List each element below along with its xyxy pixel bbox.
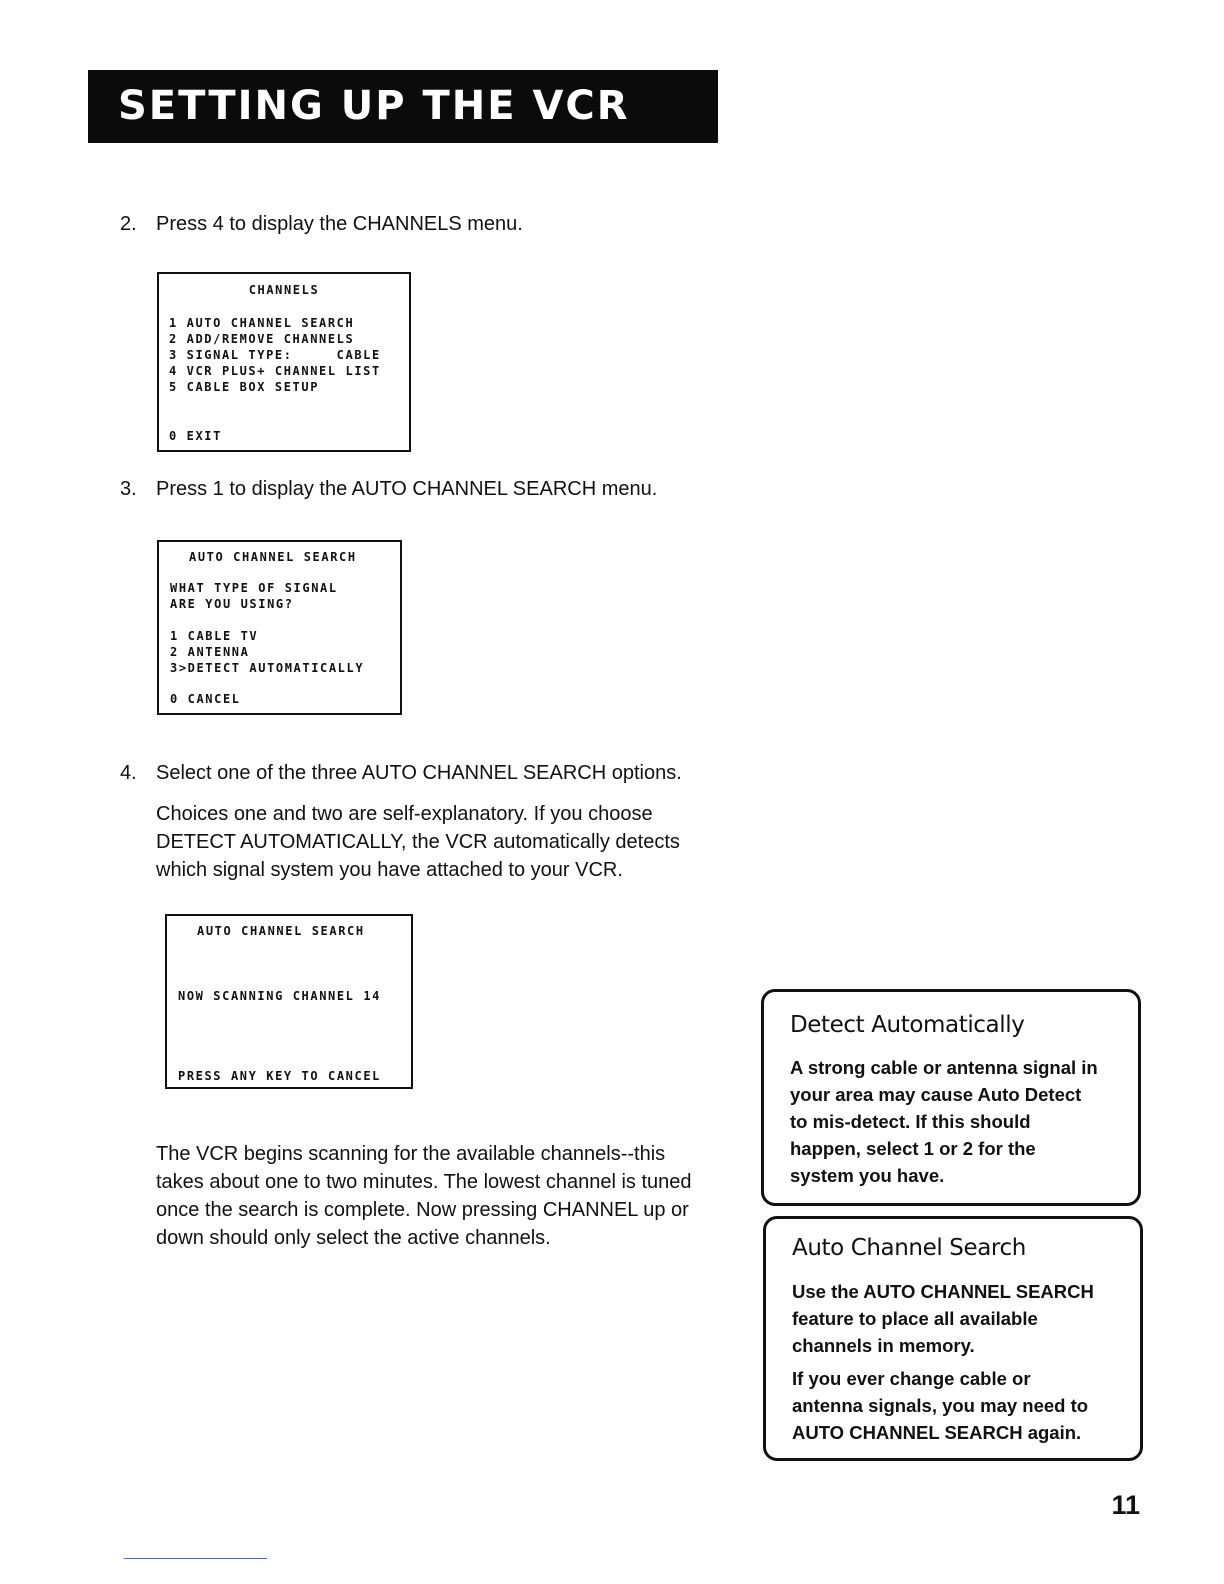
auto-channel-search-note [763, 1216, 1143, 1461]
step-number: 2. [120, 213, 137, 235]
paragraph-line: down should only select the active channels. [156, 1227, 551, 1249]
paragraph-line: Choices one and two are self-explanatory. If you choose [156, 803, 653, 825]
menu-exit: 0 EXIT [169, 429, 222, 443]
note-line: happen, select 1 or 2 for the [790, 1138, 1036, 1159]
menu-option: 2 ANTENNA [170, 645, 250, 659]
menu-item: 1 AUTO CHANNEL SEARCH [169, 316, 355, 330]
step-number: 4. [120, 762, 137, 784]
note-body [792, 1278, 1094, 1359]
note-line: AUTO CHANNEL SEARCH again. [792, 1422, 1082, 1443]
note-line: feature to place all available [792, 1308, 1038, 1329]
menu-option-selected: 3>DETECT AUTOMATICALLY [170, 661, 365, 675]
menu-title: AUTO CHANNEL SEARCH [189, 550, 357, 564]
detect-automatically-note [761, 989, 1141, 1206]
step-4-paragraph [156, 800, 680, 884]
menu-title: CHANNELS [248, 283, 320, 297]
note-line: Use the AUTO CHANNEL SEARCH [792, 1281, 1094, 1302]
menu-item: 3 SIGNAL TYPE: CABLE [169, 348, 381, 362]
note-line: If you ever change cable or [792, 1368, 1031, 1389]
scanning-screen [165, 914, 413, 1089]
paragraph-line: takes about one to two minutes. The lowest channel is tuned [156, 1171, 692, 1193]
note-body [792, 1365, 1088, 1446]
screen-title: AUTO CHANNEL SEARCH [197, 924, 365, 938]
menu-item: 5 CABLE BOX SETUP [169, 380, 320, 394]
note-line: to mis-detect. If this should [790, 1111, 1031, 1132]
note-line: your area may cause Auto Detect [790, 1084, 1082, 1105]
scanning-status: NOW SCANNING CHANNEL 14 [178, 989, 381, 1003]
step-number: 3. [120, 478, 137, 500]
note-line: A strong cable or antenna signal in [790, 1057, 1098, 1078]
page-number: 11 [1111, 1490, 1140, 1520]
paragraph-line: once the search is complete. Now pressing CHANNEL up or [156, 1199, 689, 1221]
paragraph-line: DETECT AUTOMATICALLY, the VCR automatically detects [156, 831, 680, 853]
note-title: Auto Channel Search [792, 1235, 1026, 1261]
paragraph-line: The VCR begins scanning for the available channels--this [156, 1143, 666, 1165]
step-text: Select one of the three AUTO CHANNEL SEARCH options. [156, 762, 682, 784]
footer-rule [124, 1558, 267, 1559]
note-line: channels in memory. [792, 1335, 975, 1356]
menu-cancel: 0 CANCEL [170, 692, 241, 706]
menu-option: 1 CABLE TV [170, 629, 259, 643]
menu-question: ARE YOU USING? [170, 597, 294, 611]
menu-item: 2 ADD/REMOVE CHANNELS [169, 332, 355, 346]
menu-item: 4 VCR PLUS+ CHANNEL LIST [169, 364, 381, 378]
note-line: antenna signals, you may need to [792, 1395, 1089, 1416]
scanning-paragraph [156, 1140, 692, 1252]
channels-menu-screen [157, 272, 411, 452]
note-body [790, 1054, 1098, 1189]
section-title: SETTING UP THE VCR [118, 83, 630, 129]
note-line: system you have. [790, 1165, 945, 1186]
menu-question: WHAT TYPE OF SIGNAL [170, 581, 338, 595]
auto-channel-search-menu-screen [157, 540, 402, 715]
step-text: Press 4 to display the CHANNELS menu. [156, 213, 523, 235]
paragraph-line: which signal system you have attached to your VCR. [156, 859, 623, 881]
step-text: Press 1 to display the AUTO CHANNEL SEARCH menu. [156, 478, 658, 500]
section-header [88, 70, 718, 143]
cancel-instruction: PRESS ANY KEY TO CANCEL [178, 1069, 381, 1083]
note-title: Detect Automatically [790, 1012, 1025, 1038]
